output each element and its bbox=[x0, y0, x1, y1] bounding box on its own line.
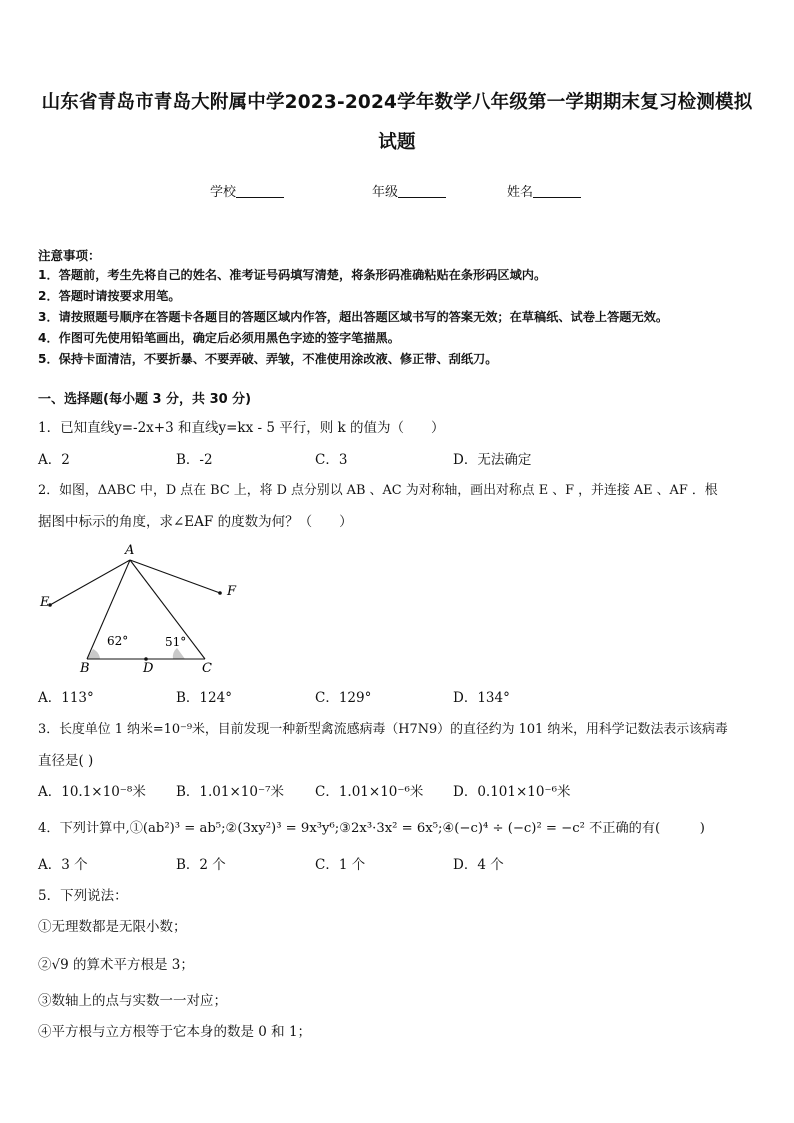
question-3-stem-line2: 直径是( ) bbox=[38, 753, 94, 769]
note-item: 5．保持卡面清洁，不要折暴、不要弄破、弄皱，不准使用涂改液、修正带、刮纸刀。 bbox=[38, 352, 498, 366]
option-b: B．2 个 bbox=[176, 857, 226, 873]
note-item: 1．答题前，考生先将自己的姓名、准考证号码填写清楚，将条形码准确粘贴在条形码区域内。 bbox=[38, 268, 547, 282]
name-blank bbox=[533, 184, 581, 198]
notes-heading: 注意事项： bbox=[38, 248, 101, 263]
grade-blank bbox=[398, 184, 446, 198]
question-5-item: ④平方根与立方根等于它本身的数是 0 和 1； bbox=[38, 1024, 312, 1040]
question-2-stem-line2: 据图中标示的角度，求∠EAF 的度数为何？（ ） bbox=[38, 514, 353, 530]
segment-af bbox=[130, 560, 220, 593]
angle-b-label: 62° bbox=[107, 634, 129, 648]
option-c: C．3 bbox=[315, 452, 348, 468]
option-d: D．134° bbox=[453, 690, 510, 706]
label-f: F bbox=[227, 584, 237, 599]
label-e: E bbox=[40, 595, 50, 610]
name-field bbox=[507, 181, 581, 200]
question-4-stem: 4．下列计算中,①(ab²)³ = ab⁵;②(3xy²)³ = 9x³y⁶;③2x³·3x² = 6x⁵;④(−c)⁴ ÷ (−c)² = −c² 不正确的有( ) bbox=[38, 821, 705, 836]
school-field bbox=[210, 181, 284, 200]
label-d: D bbox=[143, 661, 154, 676]
option-a: A．3 个 bbox=[38, 857, 88, 873]
note-item: 4．作图可先使用铅笔画出，确定后必须用黑色字迹的签字笔描黑。 bbox=[38, 331, 400, 345]
option-c: C．1.01×10⁻⁶米 bbox=[315, 784, 424, 800]
note-item: 2．答题时请按要求用笔。 bbox=[38, 289, 181, 303]
label-c: C bbox=[202, 661, 212, 676]
label-a: A bbox=[125, 543, 135, 558]
question-5-item: ①无理数都是无限小数； bbox=[38, 919, 187, 935]
question-2-stem-line1: 2．如图，ΔABC 中，D 点在 BC 上，将 D 点分别以 AB 、AC 为对称轴，画出对称点 E 、F ，并连接 AE 、AF ．根 bbox=[38, 483, 718, 498]
question-1-stem: 1．已知直线y=-2x+3 和直线y=kx - 5 平行，则 k 的值为（ ） bbox=[38, 420, 445, 436]
option-d: D．无法确定 bbox=[453, 452, 532, 468]
question-5-item: ②√9 的算术平方根是 3； bbox=[38, 957, 194, 973]
option-d: D．0.101×10⁻⁶米 bbox=[453, 784, 571, 800]
option-b: B．124° bbox=[176, 690, 232, 706]
school-label: 学校 bbox=[210, 185, 237, 200]
label-b: B bbox=[80, 661, 90, 676]
option-a: A．2 bbox=[38, 452, 70, 468]
triangle-figure bbox=[30, 538, 260, 678]
grade-field bbox=[372, 181, 446, 200]
option-c: C．129° bbox=[315, 690, 372, 706]
school-blank bbox=[236, 184, 284, 198]
exam-title-line2: 试题 bbox=[378, 132, 416, 153]
grade-label: 年级 bbox=[372, 185, 399, 200]
option-c: C．1 个 bbox=[315, 857, 366, 873]
question-3-stem-line1: 3．长度单位 1 纳米=10⁻⁹米，目前发现一种新型禽流感病毒（H7N9）的直径约为 101 纳米，用科学记数法表示该病毒 bbox=[38, 722, 728, 737]
option-d: D．4 个 bbox=[453, 857, 504, 873]
name-label: 姓名 bbox=[507, 185, 534, 200]
option-a: A．10.1×10⁻⁸米 bbox=[38, 784, 146, 800]
section-heading: 一、选择题(每小题 3 分，共 30 分) bbox=[38, 392, 252, 407]
option-b: B．-2 bbox=[176, 452, 213, 468]
angle-c-label: 51° bbox=[165, 635, 187, 649]
question-5-item: ③数轴上的点与实数一一对应； bbox=[38, 993, 227, 1009]
option-a: A．113° bbox=[38, 690, 94, 706]
note-item: 3．请按照题号顺序在答题卡各题目的答题区域内作答，超出答题区域书写的答案无效；在草稿纸、试卷上答题无效。 bbox=[38, 310, 669, 324]
segment-ae bbox=[50, 560, 130, 605]
option-b: B．1.01×10⁻⁷米 bbox=[176, 784, 285, 800]
angle-c-arc bbox=[173, 648, 185, 659]
question-5-stem: 5．下列说法： bbox=[38, 888, 128, 904]
exam-title-line1: 山东省青岛市青岛大附属中学2023-2024学年数学八年级第一学期期末复习检测模拟 bbox=[41, 92, 753, 113]
point-f bbox=[218, 591, 222, 595]
